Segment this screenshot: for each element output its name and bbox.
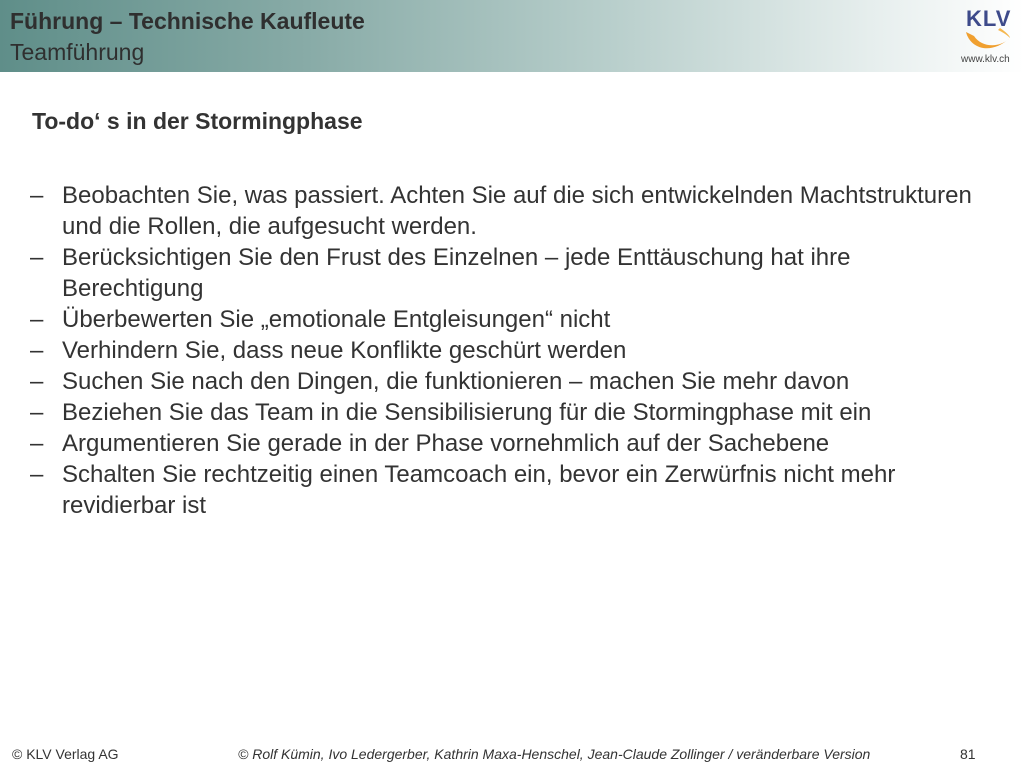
- list-item: [30, 397, 990, 428]
- bullet-dash: –: [30, 337, 44, 364]
- bullet-dash: –: [30, 182, 44, 209]
- bullet-dash: –: [30, 430, 44, 457]
- section-heading: To-do‘ s in der Stormingphase: [32, 108, 363, 134]
- list-item: [30, 242, 990, 304]
- bullet-dash: –: [30, 399, 44, 426]
- list-item: [30, 180, 990, 242]
- list-item-text: Berücksichtigen Sie den Frust des Einzelnen – jede Enttäuschung hat ihre Berechtigung: [62, 244, 851, 302]
- list-item: [30, 428, 990, 459]
- list-item-text: Beziehen Sie das Team in die Sensibilisierung für die Stormingphase mit ein: [62, 399, 872, 426]
- bullet-dash: –: [30, 306, 44, 333]
- list-item: [30, 304, 990, 335]
- klv-logo: [952, 4, 1022, 68]
- list-item: [30, 366, 990, 397]
- logo-text: KLV: [966, 6, 1012, 31]
- list-item: [30, 335, 990, 366]
- list-item-text: Beobachten Sie, was passiert. Achten Sie auf die sich entwickelnden Machtstrukturen und die Rollen, die aufgesucht werden.: [62, 182, 972, 240]
- list-item-text: Schalten Sie rechtzeitig einen Teamcoach ein, bevor ein Zerwürfnis nicht mehr revidierbar ist: [62, 461, 896, 519]
- footer-authors: © Rolf Kümin, Ivo Ledergerber, Kathrin Maxa-Henschel, Jean-Claude Zollinger / veränderbare Version: [238, 746, 871, 762]
- page-number: 81: [960, 746, 976, 762]
- slide-footer: [0, 746, 1024, 766]
- bullet-dash: –: [30, 461, 44, 488]
- bullet-dash: –: [30, 244, 44, 271]
- slide-header: [0, 0, 1024, 72]
- list-item-text: Verhindern Sie, dass neue Konflikte geschürt werden: [62, 337, 627, 364]
- logo-url: www.klv.ch: [961, 54, 1010, 65]
- todo-list: [30, 180, 990, 521]
- list-item-text: Überbewerten Sie „emotionale Entgleisungen“ nicht: [62, 306, 611, 333]
- list-item-text: Argumentieren Sie gerade in der Phase vornehmlich auf der Sachebene: [62, 430, 830, 457]
- list-item: [30, 459, 990, 521]
- bullet-dash: –: [30, 368, 44, 395]
- slide-title: Führung – Technische Kaufleute: [10, 8, 365, 34]
- footer-publisher: © KLV Verlag AG: [12, 746, 119, 762]
- list-item-text: Suchen Sie nach den Dingen, die funktionieren – machen Sie mehr davon: [62, 368, 850, 395]
- slide-subtitle: Teamführung: [10, 39, 145, 65]
